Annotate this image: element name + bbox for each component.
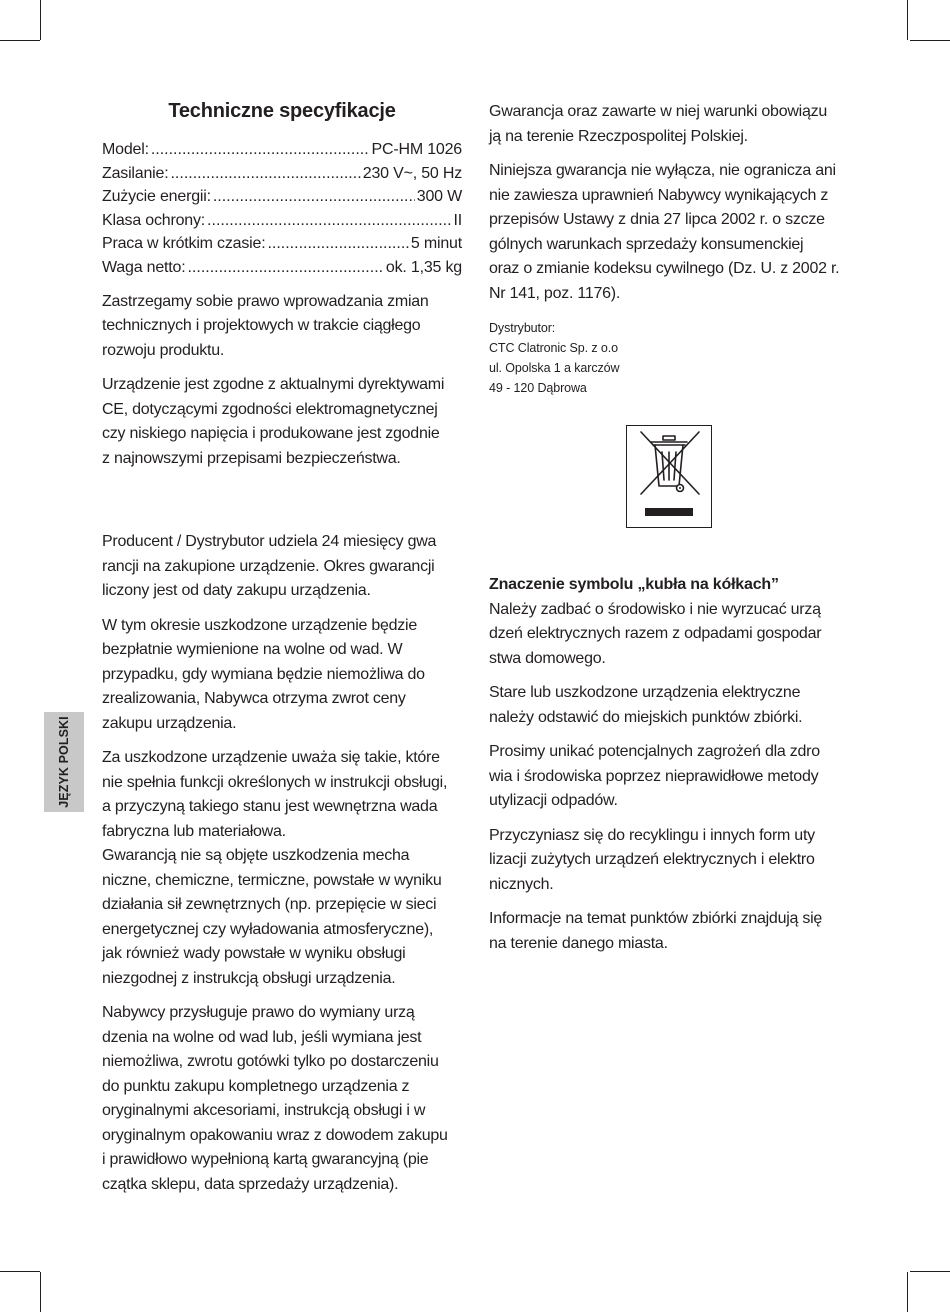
spec-label: Waga netto: xyxy=(102,258,186,276)
left-column xyxy=(102,100,462,1197)
spec-label: Praca w krótkim czasie: xyxy=(102,235,266,253)
warranty-paragraph: W tym okresie uszkodzone urządzenie będzie bezpłatnie wymienione na wolne od wad. W przypadku, gdy wymiana będzie niemożliwa do zrealizowania, Nabywca otrzyma zwrot ceny zakupu urządzenia. xyxy=(102,616,425,732)
warranty-paragraph: Producent / Dystrybutor udziela 24 miesięcy gwa rancji na zakupione urządzenie. Okres gwarancji liczony jest od daty zakupu urządzenia. xyxy=(102,533,437,600)
page-title: Techniczne specyfikacje xyxy=(168,100,396,122)
compliance-paragraph: Urządzenie jest zgodne z aktualnymi dyrektywami CE, dotyczącymi zgodności elektromagnetycznej czy niskiego napięcia i produkowane jest zgodnie z najnowszymi przepisami bezpieczeństwa. xyxy=(102,376,445,467)
spec-row xyxy=(102,232,462,256)
crop-mark xyxy=(40,1272,41,1312)
leader-dots xyxy=(267,232,408,256)
leader-dots xyxy=(151,138,370,162)
language-tab-label: JĘZYK POLSKI xyxy=(57,716,71,808)
spec-label: Zasilanie: xyxy=(102,164,169,182)
crop-mark xyxy=(910,1271,950,1272)
legal-paragraph: Niniejsza gwarancja nie wyłącza, nie ogranicza ani nie zawiesza uprawnień Nabywcy wynikających z przepisów Ustawy z dnia 27 lipca 2002 r. o szcze gólnych warunkach sprzedaży konsumenckiej oraz o zmianie kodeksu cywilnego (Dz. U. z 2002 r. Nr 141, poz. 1176). xyxy=(489,162,840,302)
symbol-heading: Znaczenie symbolu „kubła na kółkach” xyxy=(489,576,779,593)
symbol-paragraph: Prosimy unikać potencjalnych zagrożeń dla zdro wia i środowiska poprzez nieprawidłowe metody utylizacji odpadów. xyxy=(489,743,820,809)
symbol-paragraph: Informacje na temat punktów zbiórki znajdują się na terenie danego miasta. xyxy=(489,910,823,952)
crossed-out-wheelie-bin-icon xyxy=(626,425,712,528)
leader-dots xyxy=(207,209,451,233)
spec-label: Zużycie energii: xyxy=(102,188,211,206)
leader-dots xyxy=(170,162,360,186)
spec-row xyxy=(102,209,462,233)
spec-value: 5 minut xyxy=(410,235,462,253)
crop-mark xyxy=(907,0,908,40)
leader-dots xyxy=(213,185,415,209)
spec-row xyxy=(102,185,462,209)
leader-dots xyxy=(187,256,383,280)
symbol-paragraph: Należy zadbać o środowisko i nie wyrzucać urzą dzeń elektrycznych razem z odpadami gospodar stwa domowego. xyxy=(489,600,822,667)
language-tab xyxy=(44,712,84,812)
warranty-paragraph: Za uszkodzone urządzenie uważa się takie, które nie spełnia funkcji określonych w instrukcji obsługi, a przyczyną takiego stanu jest wewnętrzna wada fabryczna lub materiałowa. Gwarancją nie są objęte uszkodzenia mecha niczne, chemiczne, termiczne, powstałe w wyniku działania sił zewnętrznych (np. przepięcie w sieci energetycznej czy wyładowania atmosferyczne), jak również wady powstałe w wyniku obsługi niezgodnej z instrukcją obsługi urządzenia. xyxy=(102,749,448,987)
crop-mark xyxy=(910,40,950,41)
warranty-paragraph: Nabywcy przysługuje prawo do wymiany urzą dzenia na wolne od wad lub, jeśli wymiana jest niemożliwa, zwrotu gotówki tylko po dostarczeniu do punktu zakupu kompletnego urządzenia z oryginalnymi akcesoriami, instrukcją obsługi i w oryginalnym opakowaniu wraz z dowodem zakupu i prawidłowo wypełnioną kartą gwarancyjną (pie czątka sklepu, data sprzedaży urządzenia). xyxy=(102,1004,448,1193)
spec-row xyxy=(102,256,462,280)
spec-value: PC-HM 1026 xyxy=(371,141,462,158)
symbol-paragraph: Przyczyniasz się do recyklingu i innych form uty lizacji zużytych urządzeń elektrycznych i elektro nicznych. xyxy=(489,826,815,893)
spec-label: Klasa ochrony: xyxy=(102,211,206,229)
spec-value: 300 W xyxy=(416,188,462,206)
crop-mark xyxy=(40,0,41,40)
distributor-address: Dystrybutor: CTC Clatronic Sp. z o.o ul. Opolska 1 a karczów 49 - 120 Dąbrowa xyxy=(489,321,620,395)
spec-row xyxy=(102,162,462,186)
crop-mark xyxy=(0,1271,40,1272)
spec-value: II xyxy=(453,211,462,229)
crop-mark xyxy=(0,40,40,41)
right-column xyxy=(489,100,849,398)
spec-value: 230 V~, 50 Hz xyxy=(362,164,462,182)
changes-paragraph: Zastrzegamy sobie prawo wprowadzania zmian technicznych i projektowych w trakcie ciągłego rozwoju produktu. xyxy=(102,292,429,359)
spec-row xyxy=(102,138,462,162)
symbol-paragraph: Stare lub uszkodzone urządzenia elektryczne należy odstawić do miejskich punktów zbiórki. xyxy=(489,684,803,726)
spec-label: Model: xyxy=(102,141,149,158)
spec-list xyxy=(102,138,462,280)
validity-paragraph: Gwarancja oraz zawarte w niej warunki obowiązu ją na terenie Rzeczpospolitej Polskiej. xyxy=(489,103,827,145)
symbol-section xyxy=(489,573,849,956)
spec-value: ok. 1,35 kg xyxy=(385,258,462,276)
crop-mark xyxy=(907,1272,908,1312)
